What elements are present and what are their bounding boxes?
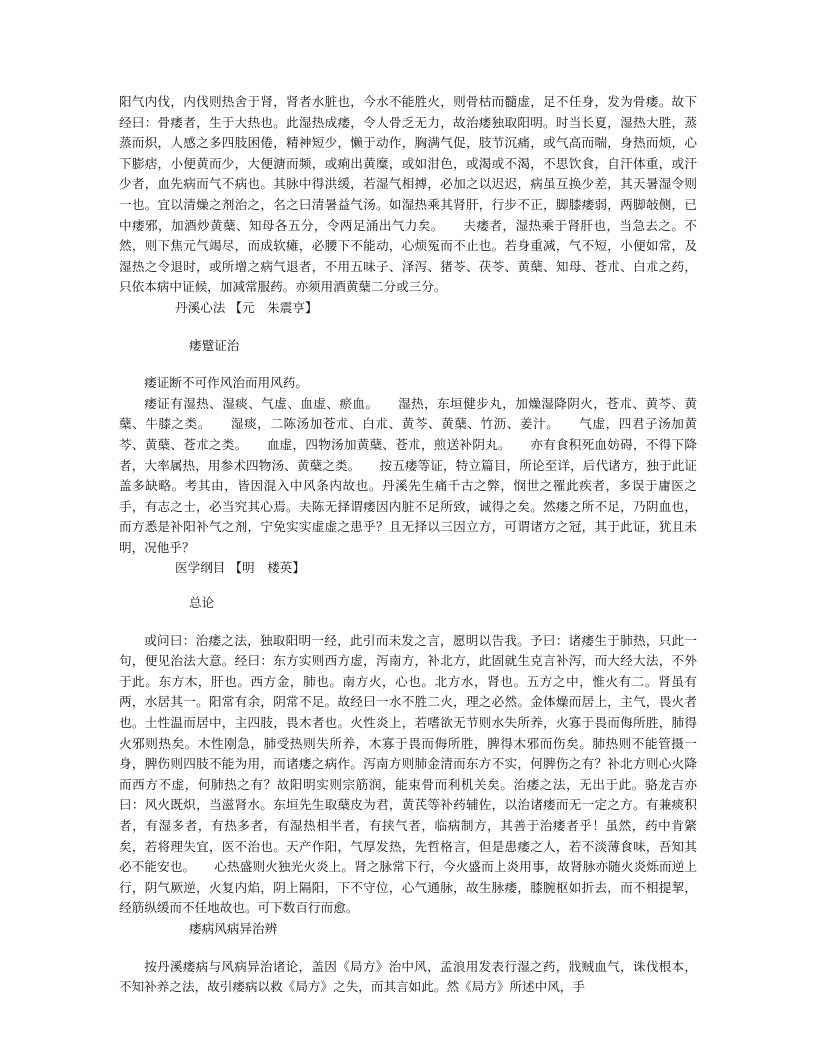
- body-paragraph: 痿证断不可作风治而用风药。: [144, 375, 308, 391]
- source-citation: 丹溪心法 【元 朱震亨】: [175, 299, 318, 315]
- body-paragraph: 按丹溪痿病与风病异治诸论，盖因《局方》治中风，孟浪用发表行湿之药，戕贼血气，诛伐根本，不知补养之法，故引痿病以救《局方》之失，而其言如此。然《局方》所述中风，手: [119, 958, 697, 995]
- body-paragraph: 或问曰：治痿之法，独取阳明一经，此引而未发之言，愿明以告我。予曰：诸痿生于肺热，只此一句，便见治法大意。经曰：东方实则西方虚，泻南方，补北方，此固就生克言补泻，而大经大法，不外于此。东方木，肝也。西方金，肺也。南方火，心也。北方水，肾也。五方之中，惟火有二。肾虽有两，水居其一。阳常有余，阴常不足。故经曰一水不胜二火，理之必然。金体燥而居上，主气，畏火者也。土性温而居中，主四肢，畏木者也。火性炎上，若嗜欲无节则水失所养，火寡于畏而侮所胜，肺得火邪则热矣。木性刚急，肺受热则失所养，木寡于畏而侮所胜，脾得木邪而伤矣。肺热则不能管摄一身，脾伤则四肢不能为用，而诸痿之病作。泻南方则肺金清而东方不实，何脾伤之有？补北方则心火降而西方不虚，何肺热之有？故阳明实则宗筋润，能束骨而利机关矣。治痿之法，无出于此。骆龙吉亦曰：风火既炽，当滋肾水。东垣先生取蘖皮为君，黄芪等补药辅佐，以治诸痿而无一定之方。有兼痰积者，有湿多者，有热多者，有湿热相半者，有挟气者，临病制方，其善于治痿者乎！虽然，药中肯綮矣，若将理失宜，医不治也。天产作阳，气厚发热，先哲格言，但是患痿之人，若不淡薄食味，吾知其必不能安也。 心热盛则火独光火炎上。肾之脉常下行，今火盛而上炎用事，故肾脉亦随火炎烁而逆上行，阴气厥逆，火复内焰，阴上隔阳，下不守位，心气通脉，故生脉痿，膝腕枢如折去，而不相提挈，经筋纵缓而不任地故也。可下数百行而愈。: [119, 632, 697, 916]
- body-paragraph: 阳气内伐，内伐则热舍于肾，肾者水脏也，今水不能胜火，则骨枯而髓虚，足不任身，发为骨痿。故下经曰：骨痿者，生于大热也。此湿热成痿，令人骨乏无力，故治痿独取阳明。时当长夏，湿热大胜，蒸蒸而炽，人感之多四肢困倦，精神短少，懒于动作，胸满气促，肢节沉痛，或气高而喘，身热而烦，心下膨痞，小便黄而少，大便溏而频，或痢出黄糜，或如泔色，或渴或不渴，不思饮食，自汗体重，或汗少者，血先病而气不病也。其脉中得洪缓，若湿气相搏，必加之以迟迟，病虽互换少差，其天暑湿令则一也。宜以清燥之剂治之，名之曰清暑益气汤。如湿热乘其肾肝，行步不正，脚膝痿弱，两脚敧侧，已中痿邪，加酒炒黄蘖、知母各五分，令两足涌出气力矣。 夫痿者，湿热乘于肾肝也，当急去之。不然，则下焦元气竭尽，而成软瘫，必腰下不能动，心烦冤而不止也。若身重减，气不短，小便如常，及湿热之令退时，或所增之病气退者，不用五味子、泽泻、猪苓、茯苓、黄蘖、知母、苍朮、白朮之药，只依本病中证候，加减常服药。亦须用酒黄蘖二分或三分。: [119, 94, 697, 295]
- body-paragraph: 痿证有湿热、湿痰、气虚、血虚、瘀血。 湿热，东垣健步丸，加燥湿降阴火，苍朮、黄芩、黄蘖、牛膝之类。 湿痰，二陈汤加苍朮、白朮、黄芩、黄蘖、竹沥、姜汁。 气虚，四君子汤加黄芩、黄蘖、苍朮之类。 血虚，四物汤加黄蘖、苍朮，煎送补阴丸。 亦有食积死血妨碍，不得下降者，大率属热，用参术四物汤、黄蘖之类。 按五痿等证，特立篇目，所论至详，后代诸方，独于此证盖多缺略。考其由，皆因混入中风条内故也。丹溪先生痛千古之弊，悯世之罹此疾者，多误于庸医之手，有志之士，必当究其心焉。夫陈无择谓痿因内脏不足所致，诚得之矣。然痿之所不足，乃阴血也，而方悉是补阳补气之剂，宁免实实虚虚之患乎？且无择以三因立方，可谓诸方之冠，其于此证，犹且未明，况他乎？: [119, 395, 697, 555]
- section-heading: 总论: [189, 595, 215, 611]
- section-heading: 痿躄证治: [189, 337, 240, 353]
- section-heading: 痿病风病异治辨: [189, 920, 278, 936]
- source-citation: 医学纲目 【明 楼英】: [175, 560, 305, 576]
- document-page: [119, 92, 697, 998]
